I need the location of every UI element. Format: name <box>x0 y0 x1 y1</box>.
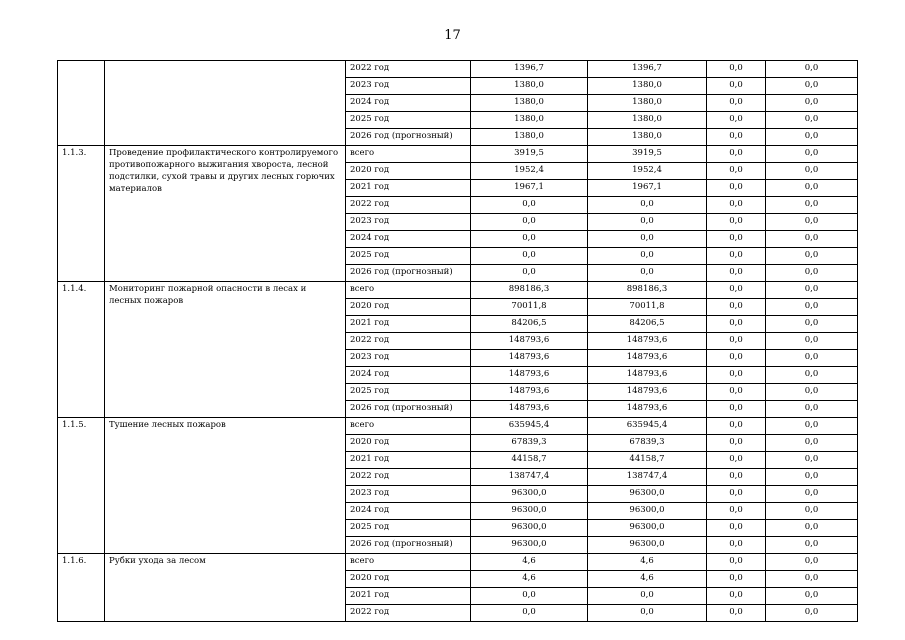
total-cell: 4,6 <box>471 571 588 588</box>
federal-cell: 1380,0 <box>588 95 707 112</box>
period-cell: 2025 год <box>346 248 471 265</box>
total-cell: 67839,3 <box>471 435 588 452</box>
regional-cell: 0,0 <box>707 503 766 520</box>
federal-cell: 148793,6 <box>588 350 707 367</box>
period-cell: 2025 год <box>346 384 471 401</box>
federal-cell: 0,0 <box>588 248 707 265</box>
local-cell: 0,0 <box>766 299 858 316</box>
table-row <box>58 146 858 163</box>
period-cell: всего <box>346 282 471 299</box>
item-number <box>58 61 105 146</box>
federal-cell: 0,0 <box>588 588 707 605</box>
total-cell: 1380,0 <box>471 112 588 129</box>
local-cell: 0,0 <box>766 469 858 486</box>
local-cell: 0,0 <box>766 520 858 537</box>
local-cell: 0,0 <box>766 452 858 469</box>
regional-cell: 0,0 <box>707 299 766 316</box>
local-cell: 0,0 <box>766 282 858 299</box>
period-cell: 2020 год <box>346 299 471 316</box>
federal-cell: 148793,6 <box>588 384 707 401</box>
federal-cell: 148793,6 <box>588 401 707 418</box>
period-cell: 2024 год <box>346 367 471 384</box>
federal-cell: 4,6 <box>588 571 707 588</box>
period-cell: 2021 год <box>346 588 471 605</box>
federal-cell: 3919,5 <box>588 146 707 163</box>
item-name: Проведение профилактического контролируемого противопожарного выжигания хвороста, лесной подстилки, сухой травы и других лесных горючих материалов <box>105 146 346 282</box>
federal-cell: 96300,0 <box>588 503 707 520</box>
local-cell: 0,0 <box>766 554 858 571</box>
total-cell: 70011,8 <box>471 299 588 316</box>
total-cell: 898186,3 <box>471 282 588 299</box>
total-cell: 1380,0 <box>471 129 588 146</box>
period-cell: всего <box>346 554 471 571</box>
local-cell: 0,0 <box>766 503 858 520</box>
regional-cell: 0,0 <box>707 350 766 367</box>
page-number: 17 <box>444 28 461 43</box>
regional-cell: 0,0 <box>707 231 766 248</box>
regional-cell: 0,0 <box>707 265 766 282</box>
total-cell: 0,0 <box>471 231 588 248</box>
federal-cell: 148793,6 <box>588 333 707 350</box>
period-cell: 2024 год <box>346 503 471 520</box>
local-cell: 0,0 <box>766 333 858 350</box>
federal-cell: 148793,6 <box>588 367 707 384</box>
total-cell: 0,0 <box>471 605 588 622</box>
total-cell: 96300,0 <box>471 537 588 554</box>
federal-cell: 1380,0 <box>588 112 707 129</box>
table-row <box>58 61 858 78</box>
period-cell: 2022 год <box>346 469 471 486</box>
regional-cell: 0,0 <box>707 367 766 384</box>
local-cell: 0,0 <box>766 367 858 384</box>
local-cell: 0,0 <box>766 316 858 333</box>
table-row <box>58 282 858 299</box>
regional-cell: 0,0 <box>707 605 766 622</box>
regional-cell: 0,0 <box>707 571 766 588</box>
local-cell: 0,0 <box>766 537 858 554</box>
local-cell: 0,0 <box>766 588 858 605</box>
federal-cell: 0,0 <box>588 265 707 282</box>
regional-cell: 0,0 <box>707 248 766 265</box>
local-cell: 0,0 <box>766 384 858 401</box>
item-number: 1.1.6. <box>58 554 105 622</box>
regional-cell: 0,0 <box>707 588 766 605</box>
regional-cell: 0,0 <box>707 316 766 333</box>
regional-cell: 0,0 <box>707 197 766 214</box>
item-number: 1.1.3. <box>58 146 105 282</box>
local-cell: 0,0 <box>766 248 858 265</box>
item-name: Тушение лесных пожаров <box>105 418 346 554</box>
period-cell: 2023 год <box>346 486 471 503</box>
federal-cell: 1952,4 <box>588 163 707 180</box>
federal-cell: 44158,7 <box>588 452 707 469</box>
period-cell: 2022 год <box>346 605 471 622</box>
regional-cell: 0,0 <box>707 384 766 401</box>
period-cell: 2024 год <box>346 231 471 248</box>
total-cell: 635945,4 <box>471 418 588 435</box>
regional-cell: 0,0 <box>707 469 766 486</box>
regional-cell: 0,0 <box>707 452 766 469</box>
item-number: 1.1.4. <box>58 282 105 418</box>
item-name <box>105 61 346 146</box>
period-cell: 2022 год <box>346 333 471 350</box>
regional-cell: 0,0 <box>707 520 766 537</box>
period-cell: 2026 год (прогнозный) <box>346 129 471 146</box>
local-cell: 0,0 <box>766 163 858 180</box>
period-cell: 2020 год <box>346 435 471 452</box>
federal-cell: 0,0 <box>588 214 707 231</box>
total-cell: 1396,7 <box>471 61 588 78</box>
federal-cell: 70011,8 <box>588 299 707 316</box>
period-cell: 2020 год <box>346 571 471 588</box>
total-cell: 1967,1 <box>471 180 588 197</box>
federal-cell: 0,0 <box>588 605 707 622</box>
period-cell: 2025 год <box>346 112 471 129</box>
federal-cell: 0,0 <box>588 231 707 248</box>
total-cell: 0,0 <box>471 248 588 265</box>
period-cell: 2026 год (прогнозный) <box>346 537 471 554</box>
period-cell: 2023 год <box>346 214 471 231</box>
total-cell: 84206,5 <box>471 316 588 333</box>
total-cell: 1380,0 <box>471 95 588 112</box>
total-cell: 44158,7 <box>471 452 588 469</box>
total-cell: 4,6 <box>471 554 588 571</box>
regional-cell: 0,0 <box>707 486 766 503</box>
local-cell: 0,0 <box>766 214 858 231</box>
table-row <box>58 554 858 571</box>
regional-cell: 0,0 <box>707 180 766 197</box>
regional-cell: 0,0 <box>707 78 766 95</box>
local-cell: 0,0 <box>766 61 858 78</box>
local-cell: 0,0 <box>766 78 858 95</box>
total-cell: 148793,6 <box>471 384 588 401</box>
total-cell: 1952,4 <box>471 163 588 180</box>
federal-cell: 1396,7 <box>588 61 707 78</box>
regional-cell: 0,0 <box>707 129 766 146</box>
federal-cell: 4,6 <box>588 554 707 571</box>
local-cell: 0,0 <box>766 146 858 163</box>
local-cell: 0,0 <box>766 605 858 622</box>
period-cell: 2022 год <box>346 197 471 214</box>
total-cell: 0,0 <box>471 197 588 214</box>
period-cell: 2021 год <box>346 316 471 333</box>
federal-cell: 96300,0 <box>588 537 707 554</box>
local-cell: 0,0 <box>766 180 858 197</box>
period-cell: 2023 год <box>346 350 471 367</box>
federal-cell: 138747,4 <box>588 469 707 486</box>
regional-cell: 0,0 <box>707 112 766 129</box>
period-cell: 2022 год <box>346 61 471 78</box>
federal-cell: 1967,1 <box>588 180 707 197</box>
total-cell: 148793,6 <box>471 333 588 350</box>
period-cell: 2021 год <box>346 180 471 197</box>
total-cell: 96300,0 <box>471 503 588 520</box>
local-cell: 0,0 <box>766 231 858 248</box>
regional-cell: 0,0 <box>707 418 766 435</box>
period-cell: 2024 год <box>346 95 471 112</box>
total-cell: 138747,4 <box>471 469 588 486</box>
total-cell: 0,0 <box>471 265 588 282</box>
federal-cell: 96300,0 <box>588 486 707 503</box>
total-cell: 0,0 <box>471 214 588 231</box>
regional-cell: 0,0 <box>707 333 766 350</box>
local-cell: 0,0 <box>766 350 858 367</box>
total-cell: 148793,6 <box>471 367 588 384</box>
local-cell: 0,0 <box>766 486 858 503</box>
table-row <box>58 418 858 435</box>
financing-table <box>57 60 858 622</box>
total-cell: 3919,5 <box>471 146 588 163</box>
regional-cell: 0,0 <box>707 537 766 554</box>
regional-cell: 0,0 <box>707 282 766 299</box>
federal-cell: 898186,3 <box>588 282 707 299</box>
local-cell: 0,0 <box>766 401 858 418</box>
local-cell: 0,0 <box>766 571 858 588</box>
regional-cell: 0,0 <box>707 146 766 163</box>
total-cell: 96300,0 <box>471 520 588 537</box>
local-cell: 0,0 <box>766 418 858 435</box>
federal-cell: 67839,3 <box>588 435 707 452</box>
total-cell: 96300,0 <box>471 486 588 503</box>
period-cell: 2021 год <box>346 452 471 469</box>
item-number: 1.1.5. <box>58 418 105 554</box>
federal-cell: 1380,0 <box>588 129 707 146</box>
local-cell: 0,0 <box>766 435 858 452</box>
federal-cell: 96300,0 <box>588 520 707 537</box>
local-cell: 0,0 <box>766 197 858 214</box>
regional-cell: 0,0 <box>707 435 766 452</box>
total-cell: 148793,6 <box>471 401 588 418</box>
total-cell: 148793,6 <box>471 350 588 367</box>
federal-cell: 1380,0 <box>588 78 707 95</box>
regional-cell: 0,0 <box>707 214 766 231</box>
local-cell: 0,0 <box>766 129 858 146</box>
local-cell: 0,0 <box>766 112 858 129</box>
regional-cell: 0,0 <box>707 95 766 112</box>
local-cell: 0,0 <box>766 95 858 112</box>
regional-cell: 0,0 <box>707 61 766 78</box>
item-name: Рубки ухода за лесом <box>105 554 346 622</box>
federal-cell: 84206,5 <box>588 316 707 333</box>
item-name: Мониторинг пожарной опасности в лесах и лесных пожаров <box>105 282 346 418</box>
period-cell: 2026 год (прогнозный) <box>346 265 471 282</box>
regional-cell: 0,0 <box>707 401 766 418</box>
period-cell: 2025 год <box>346 520 471 537</box>
regional-cell: 0,0 <box>707 554 766 571</box>
period-cell: 2026 год (прогнозный) <box>346 401 471 418</box>
period-cell: всего <box>346 418 471 435</box>
federal-cell: 635945,4 <box>588 418 707 435</box>
local-cell: 0,0 <box>766 265 858 282</box>
regional-cell: 0,0 <box>707 163 766 180</box>
period-cell: 2020 год <box>346 163 471 180</box>
period-cell: всего <box>346 146 471 163</box>
total-cell: 1380,0 <box>471 78 588 95</box>
federal-cell: 0,0 <box>588 197 707 214</box>
total-cell: 0,0 <box>471 588 588 605</box>
period-cell: 2023 год <box>346 78 471 95</box>
